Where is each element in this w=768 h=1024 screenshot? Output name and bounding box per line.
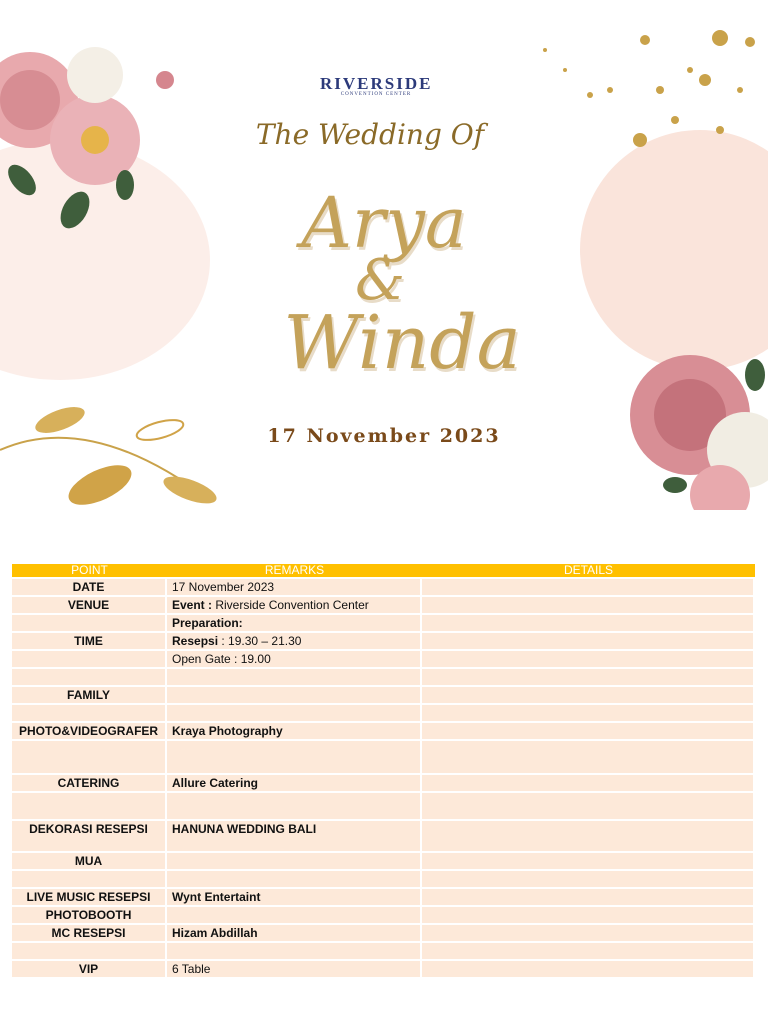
- wedding-title: The Wedding Of: [255, 118, 485, 151]
- remark-cell: [167, 853, 422, 869]
- remark-label: Event :: [172, 598, 213, 612]
- table-row: [12, 775, 755, 791]
- table-row: [12, 633, 755, 649]
- remark-value: HANUNA WEDDING BALI: [172, 822, 317, 836]
- table-header-row: [12, 564, 755, 577]
- table-row: [12, 871, 755, 887]
- bride-groom-name-1: Arya: [301, 182, 467, 264]
- table-row: [12, 741, 755, 773]
- invitation-banner: [0, 30, 768, 510]
- remark-cell: [167, 687, 422, 703]
- point-cell: FAMILY: [12, 687, 167, 703]
- point-cell: DEKORASI RESEPSI: [12, 821, 167, 851]
- logo-brand: RIVERSIDE: [320, 74, 433, 93]
- details-cell: [422, 793, 755, 819]
- remark-cell: 17 November 2023: [167, 579, 422, 595]
- remark-cell: [167, 705, 422, 721]
- remark-cell: [167, 669, 422, 685]
- details-cell: [422, 687, 755, 703]
- remark-cell: [167, 889, 422, 905]
- table-row: [12, 925, 755, 941]
- table-row: [12, 687, 755, 703]
- table-row: [12, 705, 755, 721]
- details-cell: [422, 943, 755, 959]
- point-cell: PHOTO&VIDEOGRAFER: [12, 723, 167, 739]
- remark-cell: [167, 597, 422, 613]
- point-cell: [12, 669, 167, 685]
- point-cell: [12, 705, 167, 721]
- details-cell: [422, 579, 755, 595]
- remark-cell: [167, 723, 422, 739]
- point-cell: TIME: [12, 633, 167, 649]
- details-cell: [422, 597, 755, 613]
- details-cell: [422, 925, 755, 941]
- point-cell: MC RESEPSI: [12, 925, 167, 941]
- remark-value: Riverside Convention Center: [212, 598, 369, 612]
- point-cell: DATE: [12, 579, 167, 595]
- table-row: [12, 907, 755, 923]
- remark-value: Allure Catering: [172, 776, 259, 790]
- point-cell: [12, 741, 167, 773]
- remark-value: Kraya Photography: [172, 724, 283, 738]
- remark-value: Wynt Entertaint: [172, 890, 261, 904]
- point-cell: [12, 871, 167, 887]
- remark-label: Resepsi: [172, 634, 219, 648]
- point-cell: LIVE MUSIC RESEPSI: [12, 889, 167, 905]
- table-row: [12, 579, 755, 595]
- point-cell: PHOTOBOOTH: [12, 907, 167, 923]
- point-cell: MUA: [12, 853, 167, 869]
- point-cell: [12, 615, 167, 631]
- schedule-table: [12, 562, 755, 979]
- details-cell: [422, 633, 755, 649]
- remark-cell: [167, 943, 422, 959]
- point-cell: [12, 651, 167, 667]
- header-remarks: REMARKS: [167, 564, 422, 577]
- point-cell: [12, 943, 167, 959]
- details-cell: [422, 705, 755, 721]
- details-cell: [422, 853, 755, 869]
- header-point: POINT: [12, 564, 167, 577]
- table-row: [12, 615, 755, 631]
- details-cell: [422, 889, 755, 905]
- details-cell: [422, 651, 755, 667]
- remark-cell: [167, 821, 422, 851]
- remark-cell: [167, 615, 422, 631]
- remark-value: : 19.30 – 21.30: [218, 634, 302, 648]
- remark-cell: [167, 793, 422, 819]
- table-row: [12, 889, 755, 905]
- header-details: DETAILS: [422, 564, 755, 577]
- details-cell: [422, 615, 755, 631]
- table-row: [12, 597, 755, 613]
- table-row: [12, 651, 755, 667]
- remark-cell: [167, 907, 422, 923]
- remark-cell: 6 Table: [167, 961, 422, 977]
- remark-cell: [167, 925, 422, 941]
- remark-cell: [167, 871, 422, 887]
- remark-label: Preparation:: [172, 616, 243, 630]
- table-row: [12, 943, 755, 959]
- table-row: [12, 853, 755, 869]
- point-cell: VIP: [12, 961, 167, 977]
- bride-groom-name-2: Winda: [283, 300, 521, 386]
- wedding-date: 17 November 2023: [267, 425, 501, 447]
- logo-subtitle: CONVENTION CENTER: [340, 92, 412, 97]
- table-row: [12, 793, 755, 819]
- table-row: [12, 821, 755, 851]
- details-cell: [422, 723, 755, 739]
- remark-cell: [167, 775, 422, 791]
- details-cell: [422, 821, 755, 851]
- riverside-logo: [320, 74, 432, 97]
- remark-value: Hizam Abdillah: [172, 926, 258, 940]
- remark-cell: Open Gate : 19.00: [167, 651, 422, 667]
- details-cell: [422, 775, 755, 791]
- table-row: [12, 669, 755, 685]
- point-cell: CATERING: [12, 775, 167, 791]
- details-cell: [422, 669, 755, 685]
- remark-cell: [167, 741, 422, 773]
- ampersand: &: [355, 248, 405, 313]
- details-cell: [422, 741, 755, 773]
- details-cell: [422, 961, 755, 977]
- table-row: [12, 723, 755, 739]
- remark-cell: [167, 633, 422, 649]
- details-cell: [422, 871, 755, 887]
- details-cell: [422, 907, 755, 923]
- table-row: [12, 961, 755, 977]
- point-cell: VENUE: [12, 597, 167, 613]
- point-cell: [12, 793, 167, 819]
